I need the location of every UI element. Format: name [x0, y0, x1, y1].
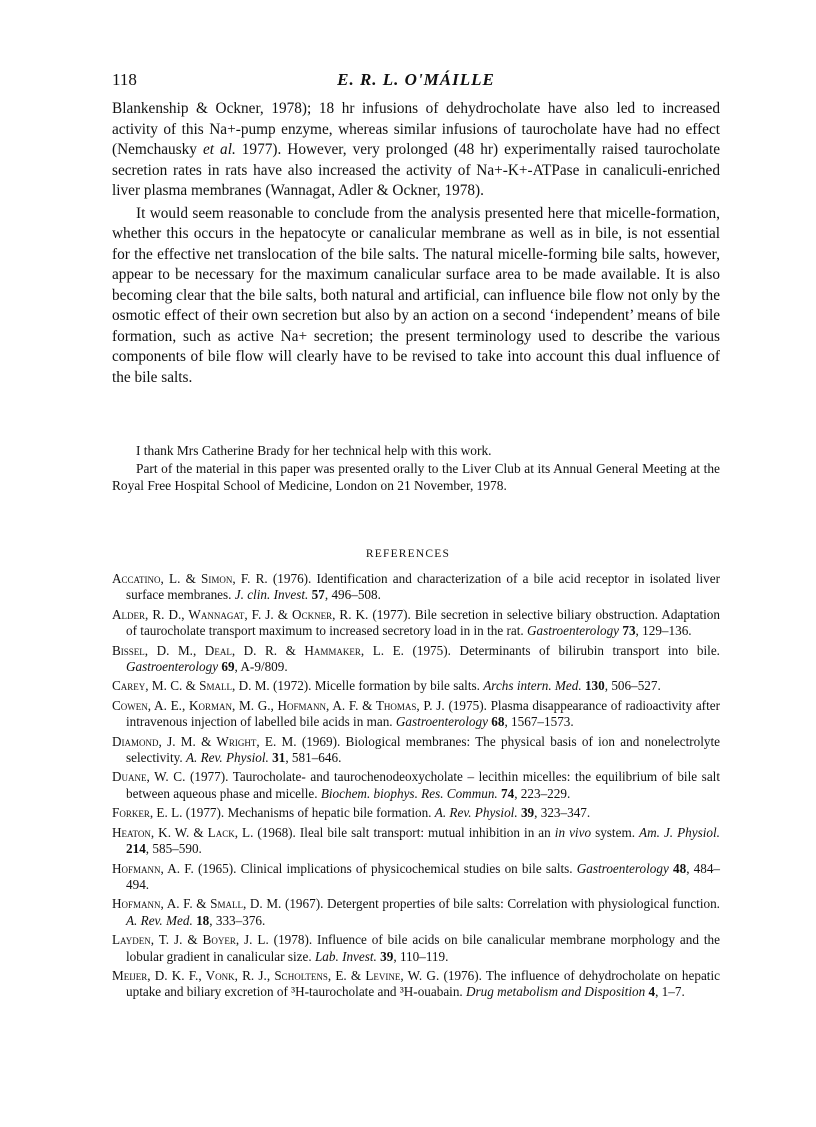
italic-text: Drug metabolism and Disposition [466, 984, 646, 1000]
ref-authors: Diamond, J. M. & Wright, E. M. [112, 733, 297, 749]
italic-text: Gastroenterology [126, 659, 219, 675]
text-run: (1977). Taurocholate- and taurochenodeoxycholate – lecithin micelles: the equilibrium of bile salt between aqueous phase and micelle. [126, 769, 720, 801]
volume-number: 57 [311, 587, 325, 603]
text-run: , 223–229. [514, 785, 571, 801]
text-run: , 496–508. [324, 587, 381, 603]
italic-text: A. Rev. Med. [126, 912, 193, 928]
italic-text: Am. J. Physiol. [639, 824, 720, 840]
reference-entry [112, 968, 720, 1001]
italic-text: in vivo [554, 824, 592, 840]
text-run: (1976). Identification and characterization of a bile acid receptor in isolated liver surface membranes. [126, 571, 720, 603]
text-run: , 129–136. [635, 623, 692, 639]
ref-authors: Meijer, D. K. F., Vonk, R. J., Scholtens, E. & Levine, W. G. [112, 967, 440, 983]
text-run: , 1567–1573. [504, 714, 574, 730]
body-paragraph: It would seem reasonable to conclude from the analysis presented here that micelle-formation, whether this occurs in the hepatocyte or canalicular membrane as well as in bile, is not essential for the effective net translocation of the bile salts. The natural micelle-forming bile salts, however, appear to be necessary for the maximum canalicular surface area to be made available. It is also becoming clear that the bile salts, both natural and artificial, can influence bile flow not only by the osmotic effect of their own secretion but also by an action on a second ‘independent’ means of bile formation, such as active Na+ secretion; the present terminology used to describe the various components of bile flow will clearly have to be revised to take into account this dual influence of the bile salts. [112, 204, 720, 386]
ref-authors: Hofmann, A. F. & Small, D. M. [112, 896, 282, 912]
volume-number: 73 [622, 623, 636, 639]
text-run: (1977). Mechanisms of hepatic bile formation. [182, 805, 435, 821]
reference-entry [112, 734, 720, 767]
volume-number: 31 [272, 750, 286, 766]
text-run: (1969). Biological membranes: The physical basis of ion and nonelectrolyte selectivity. [126, 733, 720, 766]
volume-number: 130 [584, 678, 605, 694]
reference-entry [112, 769, 720, 802]
text-run: (1978). Influence of bile acids on bile canalicular membrane morphology and the lobular gradient in canalicular size. [126, 932, 720, 964]
text-run: Blankenship & Ockner, 1978); 18 hr infusions of dehydrocholate have also led to increased activity of this Na+-pump enzyme, whereas similar infusions of taurocholate have had no effect (Nemchausky [112, 100, 720, 158]
italic-text: A. Rev. Physiol. [434, 805, 518, 821]
italic-text: Gastroenterology [526, 623, 620, 639]
text-run: (1972). Micelle formation by bile salts. [269, 678, 484, 694]
text-run: (1975). Plasma disappearance of radioactivity after intravenous injection of labelled bile acids in man. [126, 697, 720, 730]
reference-entry [112, 805, 720, 821]
volume-number: 39 [520, 805, 535, 821]
text-run: (1975). Determinants of bilirubin transport into bile. [403, 642, 720, 658]
italic-text: J. clin. Invest. [234, 587, 309, 603]
reference-entry [112, 678, 720, 694]
volume-number: 18 [196, 912, 210, 928]
ref-authors: Forker, E. L. [112, 805, 183, 821]
text-run: , 323–347. [534, 805, 591, 821]
text-run: , 506–527. [604, 678, 661, 694]
reference-entry [112, 932, 720, 965]
reference-entry [112, 861, 720, 894]
text-run: , 484–494. [126, 860, 721, 892]
ref-authors: Hofmann, A. F. [112, 860, 194, 876]
acknowledgements [112, 442, 720, 495]
italic-text: Gastroenterology [576, 860, 669, 876]
volume-number: 4 [648, 984, 656, 1000]
volume-number: 48 [673, 860, 687, 876]
italic-text: Biochem. biophys. Res. Commun. [320, 785, 498, 801]
ref-authors: Duane, W. C. [112, 769, 186, 785]
running-head [112, 70, 720, 92]
reference-entry [112, 643, 720, 676]
volume-number: 68 [491, 714, 505, 730]
italic-text: Gastroenterology [395, 714, 488, 730]
text-run: system. [591, 824, 640, 840]
volume-number: 69 [221, 659, 235, 675]
ref-authors: Bissel, D. M., Deal, D. R. & Hammaker, L. E. [112, 642, 404, 658]
ref-authors: Cowen, A. E., Korman, M. G., Hofmann, A. F. & Thomas, P. J. [112, 697, 445, 713]
volume-number: 74 [501, 785, 515, 801]
text-run: (1968). Ileal bile salt transport: mutual inhibition in an [253, 824, 555, 840]
text-run: , 333–376. [209, 912, 266, 928]
page-number: 118 [112, 70, 137, 89]
acknowledgement-line: I thank Mrs Catherine Brady for her technical help with this work. [136, 443, 492, 458]
italic-text: Archs intern. Med. [483, 678, 582, 694]
volume-number: 214 [126, 841, 146, 857]
reference-entry [112, 571, 720, 604]
ref-authors: Accatino, L. & Simon, F. R. [112, 571, 268, 586]
body-paragraph [112, 99, 720, 202]
reference-entry [112, 825, 720, 858]
ref-authors: Layden, T. J. & Boyer, J. L. [112, 932, 269, 948]
text-run: (1976). The influence of dehydrocholate on hepatic uptake and biliary excretion of ³H-taurocholate and ³H-ouabain. [126, 967, 720, 1000]
text-run: , 1–7. [655, 984, 685, 1000]
text-run: , 585–590. [145, 841, 202, 857]
reference-entry [112, 607, 720, 640]
text-run: , 581–646. [285, 750, 342, 766]
text-run: (1967). Detergent properties of bile salts: Correlation with physiological function. [281, 896, 720, 912]
reference-entry [112, 896, 720, 929]
reference-entry [112, 698, 720, 731]
ref-authors: Heaton, K. W. & Lack, L. [112, 824, 254, 840]
text-run: , A-9/809. [234, 659, 288, 675]
italic-text: Lab. Invest. [314, 948, 377, 964]
ref-authors: Carey, M. C. & Small, D. M. [112, 678, 270, 694]
acknowledgement-line: Part of the material in this paper was presented orally to the Liver Club at its Annual General Meeting at the Royal Free Hospital School of Medicine, London on 21 November, 1978. [112, 460, 720, 493]
running-title: E. R. L. O'MÁILLE [337, 70, 495, 89]
volume-number: 39 [380, 948, 394, 964]
body-text [112, 99, 720, 388]
italic-text: A. Rev. Physiol. [185, 750, 269, 766]
italic-text: et al. [202, 141, 236, 158]
text-run: , 110–119. [393, 948, 449, 964]
text-run: (1965). Clinical implications of physicochemical studies on bile salts. [193, 860, 577, 876]
references-list [112, 571, 720, 1004]
references-heading: REFERENCES [365, 548, 451, 560]
text-run: (1977). Bile secretion in selective biliary obstruction. Adaptation of taurocholate transport maximum to increased secretory load in in the rat. [126, 606, 720, 639]
ref-authors: Alder, R. D., Wannagat, F. J. & Ockner, R. K. [112, 606, 369, 622]
text-run: 1977). However, very prolonged (48 hr) experimentally raised taurocholate secretion rates in rats have also increased the activity of Na+-K+-ATPase in canaliculi-enriched liver plasma membranes (Wannagat, Adler & Ockner, 1978). [112, 141, 720, 199]
